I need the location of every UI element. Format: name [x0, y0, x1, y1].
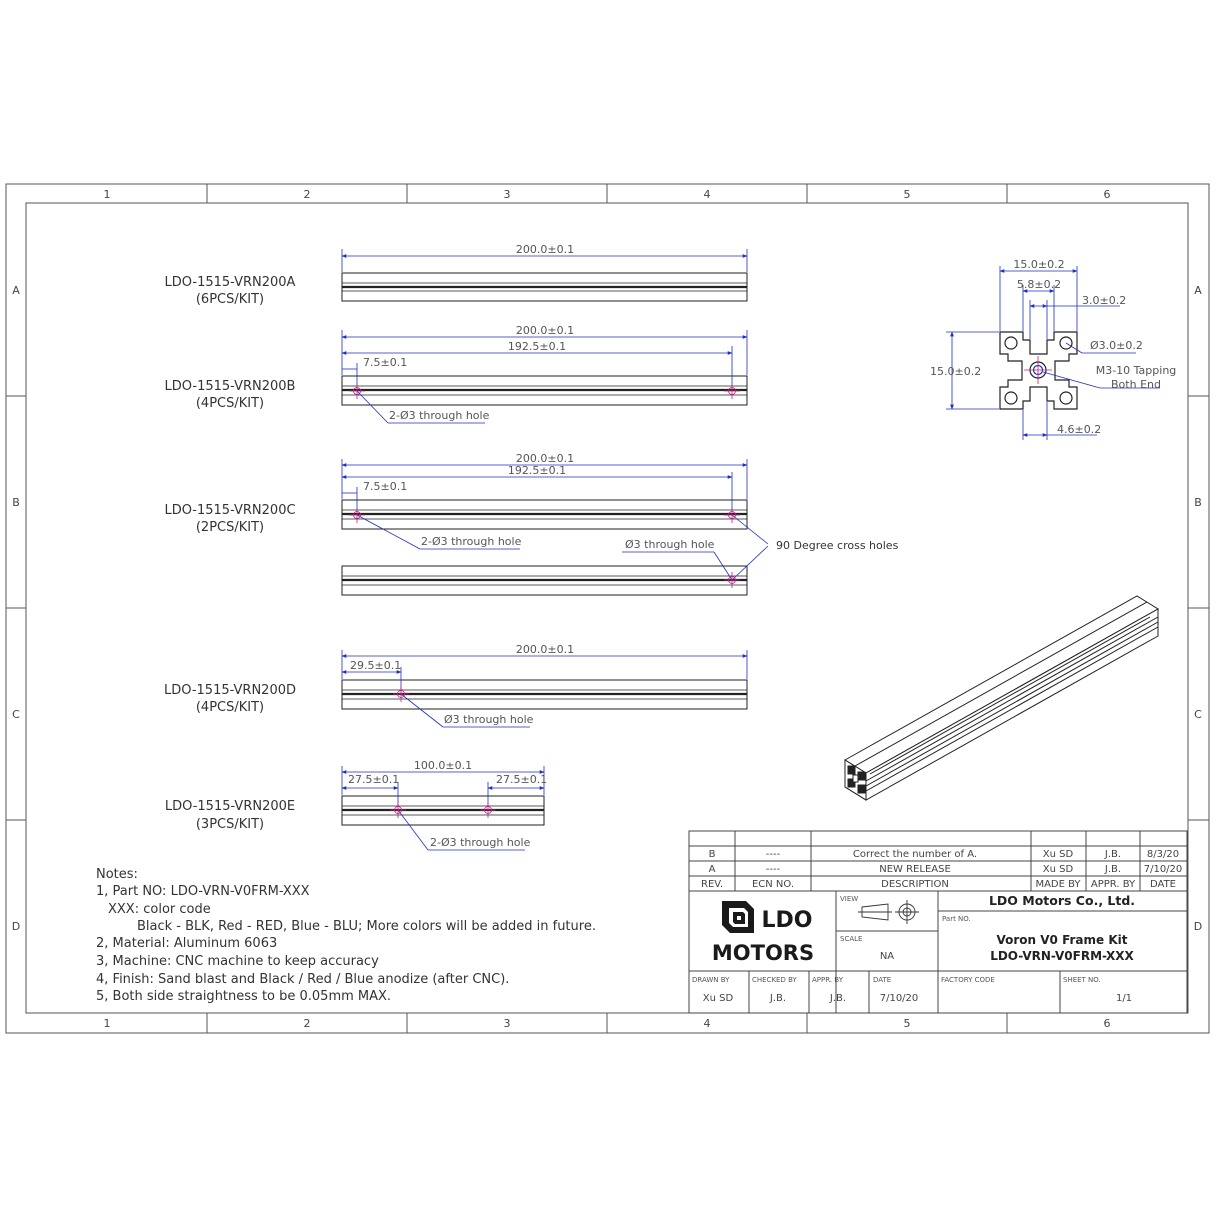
- dim-offset-left: 27.5±0.1: [348, 773, 400, 786]
- grid-col-label: 1: [103, 1017, 111, 1030]
- ecn-header: ECN NO.: [751, 879, 795, 890]
- company-name: LDO Motors Co., Ltd.: [988, 893, 1136, 908]
- scale-label: SCALE: [840, 935, 863, 943]
- cross-hole-callout: Ø3 through hole: [625, 538, 715, 551]
- hole-callout: 2-Ø3 through hole: [430, 836, 531, 849]
- note-line: 4, Finish: Sand blast and Black / Red / Blue anodize (after CNC).: [96, 972, 510, 987]
- notes: [96, 867, 596, 1004]
- profile-height: 15.0±0.2: [930, 365, 982, 378]
- grid-col-label: 2: [303, 1017, 311, 1030]
- grid-row-label: D: [11, 920, 21, 933]
- description-cell: Correct the number of A.: [852, 849, 978, 860]
- part-name: LDO-1515-VRN200C: [164, 503, 296, 518]
- logo-text-motors: MOTORS: [711, 941, 815, 965]
- date-header: DATE: [1149, 879, 1177, 890]
- revision-table: [689, 831, 1187, 891]
- grid-col-label: 5: [903, 188, 911, 201]
- description-header: DESCRIPTION: [881, 879, 949, 890]
- part-qty: (3PCS/KIT): [195, 817, 265, 832]
- drawn-by-value: Xu SD: [702, 993, 734, 1004]
- dim-span: 192.5±0.1: [507, 340, 567, 353]
- profile-hole: Ø3.0±0.2: [1090, 339, 1143, 352]
- note-line: 3, Machine: CNC machine to keep accuracy: [96, 954, 379, 969]
- profile-tapping: M3-10 Tapping: [1095, 364, 1177, 377]
- dim-offset-right: 27.5±0.1: [496, 773, 548, 786]
- profile-slot-inner: 3.0±0.2: [1082, 294, 1127, 307]
- grid-col-label: 3: [503, 188, 511, 201]
- hole-callout: Ø3 through hole: [444, 713, 534, 726]
- bar-d: [342, 643, 747, 727]
- profile-width: 15.0±0.2: [1013, 258, 1065, 271]
- rev-cell: B: [708, 849, 716, 860]
- dim-length: 100.0±0.1: [413, 759, 473, 772]
- profile-bottom: 4.6±0.2: [1057, 423, 1102, 436]
- made-by-cell: Xu SD: [1042, 864, 1074, 875]
- grid-col-label: 4: [703, 1017, 711, 1030]
- grid-col-label: 4: [703, 188, 711, 201]
- rev-header: REV.: [701, 879, 723, 890]
- made-by-header: MADE BY: [1035, 879, 1081, 890]
- dim-length: 200.0±0.1: [515, 643, 575, 656]
- part-qty: (4PCS/KIT): [195, 396, 265, 411]
- appr-by-header: APPR. BY: [1090, 879, 1136, 890]
- ldo-logo: [712, 901, 814, 965]
- part-qty: (4PCS/KIT): [195, 700, 265, 715]
- drawn-by-label: DRAWN BY: [692, 976, 730, 984]
- dim-offset: 7.5±0.1: [363, 480, 408, 493]
- date-cell: 8/3/20: [1146, 849, 1180, 860]
- note-line: Black - BLK, Red - RED, Blue - BLU; More colors will be added in future.: [137, 919, 596, 934]
- part-number: LDO-VRN-V0FRM-XXX: [990, 949, 1134, 963]
- profile-slot-outer: 5.8±0.2: [1016, 278, 1062, 291]
- bar-b: [342, 324, 747, 423]
- rev-cell: A: [708, 864, 716, 875]
- note-line: XXX: color code: [108, 902, 211, 917]
- grid-row-label: B: [12, 496, 20, 509]
- isometric-extrusion: [845, 596, 1158, 800]
- dim-length: 200.0±0.1: [515, 452, 575, 465]
- notes-heading: Notes:: [96, 867, 138, 882]
- grid-row-label: A: [1194, 284, 1202, 297]
- projection-symbol-icon: [858, 900, 919, 924]
- dim-length: 200.0±0.1: [515, 324, 575, 337]
- bar-c: [342, 452, 899, 595]
- grid-col-label: 6: [1103, 188, 1111, 201]
- logo-text-ldo: LDO: [761, 908, 813, 933]
- grid-col-label: 3: [503, 1017, 511, 1030]
- grid-col-label: 1: [103, 188, 111, 201]
- part-no-label: Part NO.: [942, 915, 971, 923]
- dim-length: 200.0±0.1: [515, 243, 575, 256]
- dim-offset: 7.5±0.1: [363, 356, 408, 369]
- part-name: LDO-1515-VRN200B: [164, 379, 296, 394]
- part-qty: (6PCS/KIT): [195, 292, 265, 307]
- date-cell: 7/10/20: [1143, 864, 1183, 875]
- part-name: LDO-1515-VRN200E: [164, 799, 296, 814]
- grid-row-label: C: [1194, 708, 1202, 721]
- date-label: DATE: [873, 976, 892, 984]
- grid-row-label: A: [12, 284, 20, 297]
- bar-a: [342, 243, 747, 301]
- part-qty: (2PCS/KIT): [195, 520, 265, 535]
- part-name: LDO-1515-VRN200A: [164, 275, 296, 290]
- appr-by-value: J.B.: [829, 993, 847, 1004]
- appr-by-label: APPR. BY: [812, 976, 843, 984]
- sheet-no-value: 1/1: [1115, 993, 1133, 1004]
- appr-by-cell: J.B.: [1104, 849, 1122, 860]
- sheet-no-label: SHEET NO.: [1063, 976, 1101, 984]
- ecn-cell: ----: [765, 864, 781, 875]
- hole-callout: 2-Ø3 through hole: [389, 409, 490, 422]
- grid-col-label: 6: [1103, 1017, 1111, 1030]
- grid-row-label: B: [1194, 496, 1202, 509]
- hole-callout: 2-Ø3 through hole: [421, 535, 522, 548]
- profile-tapping: Both End: [1111, 378, 1161, 391]
- part-labels: [164, 275, 296, 832]
- part-title: Voron V0 Frame Kit: [996, 933, 1128, 947]
- grid-col-label: 2: [303, 188, 311, 201]
- title-block: [689, 891, 1187, 1013]
- scale-value: NA: [879, 951, 895, 962]
- checked-by-value: J.B.: [769, 993, 787, 1004]
- logo-mark-icon: [722, 901, 754, 933]
- grid-row-label: C: [12, 708, 20, 721]
- ecn-cell: ----: [765, 849, 781, 860]
- factory-code-label: FACTORY CODE: [941, 976, 995, 984]
- checked-by-label: CHECKED BY: [752, 976, 797, 984]
- note-line: 2, Material: Aluminum 6063: [96, 936, 278, 951]
- grid-row-label: D: [1193, 920, 1203, 933]
- cross-hole-note: 90 Degree cross holes: [776, 539, 899, 552]
- view-label: VIEW: [840, 895, 859, 903]
- description-cell: NEW RELEASE: [879, 864, 951, 875]
- grid-col-label: 5: [903, 1017, 911, 1030]
- profile-section: [930, 258, 1176, 440]
- made-by-cell: Xu SD: [1042, 849, 1074, 860]
- dim-span: 192.5±0.1: [507, 464, 567, 477]
- note-line: 5, Both side straightness to be 0.05mm MAX.: [96, 989, 392, 1004]
- appr-by-cell: J.B.: [1104, 864, 1122, 875]
- dim-offset: 29.5±0.1: [350, 659, 402, 672]
- part-name: LDO-1515-VRN200D: [163, 683, 297, 698]
- note-line: 1, Part NO: LDO-VRN-V0FRM-XXX: [96, 884, 310, 899]
- date-value: 7/10/20: [879, 993, 919, 1004]
- bar-e: [342, 759, 547, 850]
